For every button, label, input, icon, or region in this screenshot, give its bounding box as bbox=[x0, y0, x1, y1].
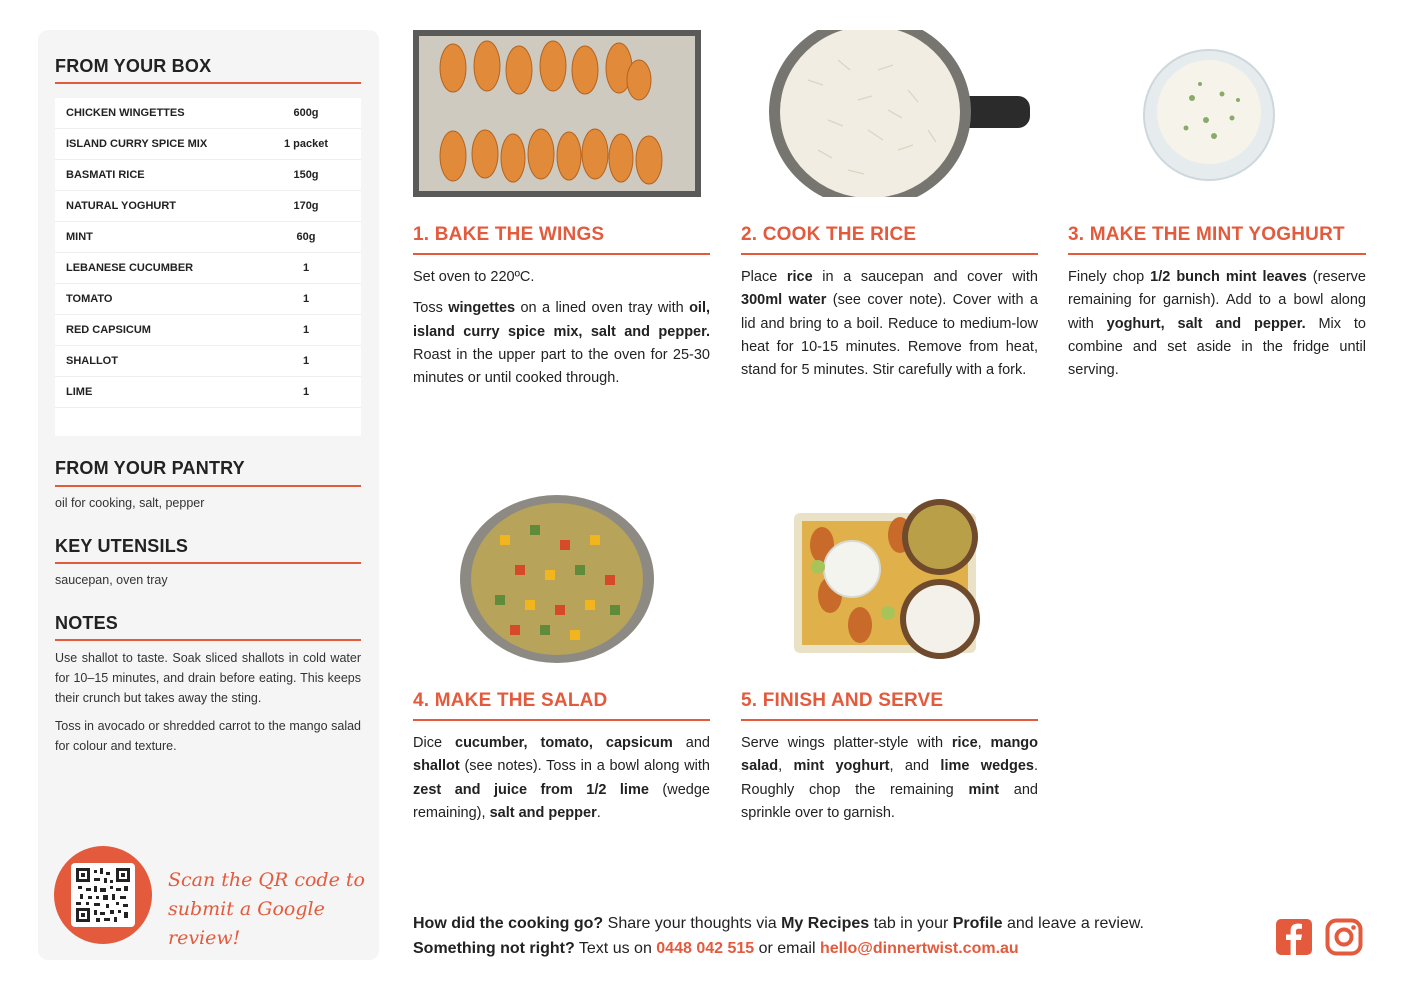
step-1-paragraph-2: Toss wingettes on a lined oven tray with oil, island curry spice mix, salt and pepper. Roast in the upper part to the oven for 25-30 minutes or until cooked through. bbox=[413, 300, 711, 387]
from-your-pantry-title: FROM YOUR PANTRY bbox=[55, 458, 245, 478]
step-2-paragraph: Place rice in a saucepan and cover with 300ml water (see cover note). Cover with a lid and bring to a boil. Reduce to medium-low heat for 10-15 minutes. Remove from heat, stand for 5 minutes. Stir carefully with a fork. bbox=[741, 269, 1039, 379]
divider bbox=[55, 485, 361, 487]
step-1-title: 1. BAKE THE WINGS bbox=[413, 224, 605, 245]
divider bbox=[55, 639, 361, 641]
ingredient-qty: 60g bbox=[296, 231, 316, 243]
ingredient-qty: 600g bbox=[293, 107, 319, 119]
utensils-text: saucepan, oven tray bbox=[55, 573, 168, 587]
phone-link[interactable]: 0448 042 515 bbox=[656, 940, 755, 957]
step-1-text bbox=[413, 266, 710, 398]
notes-title: NOTES bbox=[55, 613, 119, 633]
table-row bbox=[55, 222, 361, 253]
step-2-text bbox=[741, 266, 1038, 390]
divider bbox=[413, 253, 710, 255]
finish-serve-photo bbox=[790, 495, 982, 663]
step-3-paragraph: Finely chop 1/2 bunch mint leaves (reserve remaining for garnish). Add to a bowl along with yoghurt, salt and pepper. Mix to combine and set aside in the fridge until serving. bbox=[1068, 269, 1366, 379]
bake-wings-photo bbox=[413, 30, 701, 197]
instagram-icon[interactable] bbox=[1325, 918, 1363, 956]
footer-line-1: How did the cooking go? Share your thoughts via My Recipes tab in your Profile and leave a review. bbox=[413, 915, 1144, 932]
ingredient-qty: 1 bbox=[302, 324, 310, 336]
table-row bbox=[55, 129, 361, 160]
ingredient-name: NATURAL YOGHURT bbox=[66, 200, 176, 212]
step-2-title: 2. COOK THE RICE bbox=[741, 224, 917, 245]
divider bbox=[55, 82, 361, 84]
notes-paragraph-1: Use shallot to taste. Soak sliced shallots in cold water for 10–15 minutes, and drain before eating. This keeps their crunch but takes away the sting. bbox=[55, 651, 361, 705]
qr-caption bbox=[168, 866, 368, 953]
ingredient-name: MINT bbox=[66, 231, 93, 243]
step-5-text bbox=[741, 732, 1038, 833]
divider bbox=[741, 719, 1038, 721]
table-row bbox=[55, 160, 361, 191]
ingredient-name: CHICKEN WINGETTES bbox=[66, 107, 185, 119]
ingredient-qty: 1 bbox=[302, 386, 310, 398]
ingredient-name: ISLAND CURRY SPICE MIX bbox=[66, 138, 208, 150]
key-utensils-title: KEY UTENSILS bbox=[55, 536, 189, 556]
ingredient-qty: 1 bbox=[302, 355, 310, 367]
table-row bbox=[55, 191, 361, 222]
table-row bbox=[55, 98, 361, 129]
ingredient-qty: 170g bbox=[293, 200, 319, 212]
pantry-text: oil for cooking, salt, pepper bbox=[55, 496, 205, 510]
step-4-title: 4. MAKE THE SALAD bbox=[413, 690, 608, 711]
step-4-paragraph: Dice cucumber, tomato, capsicum and shallot (see notes). Toss in a bowl along with zest and juice from 1/2 lime (wedge remaining), salt and pepper. bbox=[413, 735, 710, 821]
step-3-text bbox=[1068, 266, 1366, 390]
ingredient-qty: 150g bbox=[293, 169, 319, 181]
footer-feedback bbox=[413, 911, 1253, 961]
email-link[interactable]: hello@dinnertwist.com.au bbox=[819, 940, 1019, 957]
salad-photo bbox=[460, 495, 655, 663]
qr-caption-line-1: Scan the QR code to bbox=[168, 869, 365, 891]
step-3-title: 3. MAKE THE MINT YOGHURT bbox=[1068, 224, 1345, 245]
ingredient-name: SHALLOT bbox=[66, 355, 118, 367]
table-row bbox=[55, 284, 361, 315]
ingredient-qty: 1 packet bbox=[283, 138, 329, 150]
mint-yoghurt-photo bbox=[1142, 48, 1276, 182]
qr-code-icon[interactable] bbox=[71, 863, 135, 927]
divider bbox=[55, 562, 361, 564]
ingredient-qty: 1 bbox=[302, 262, 310, 274]
step-4-text bbox=[413, 732, 710, 833]
ingredient-name: LIME bbox=[66, 386, 93, 398]
ingredient-name: BASMATI RICE bbox=[66, 169, 145, 181]
qr-caption-line-2: submit a Google review! bbox=[168, 898, 325, 949]
sidebar bbox=[38, 30, 379, 960]
ingredient-name: LEBANESE CUCUMBER bbox=[66, 262, 194, 274]
cook-rice-photo bbox=[768, 30, 1030, 197]
notes-paragraph-2: Toss in avocado or shredded carrot to the mango salad for colour and texture. bbox=[55, 719, 361, 753]
table-row bbox=[55, 346, 361, 377]
step-5-title: 5. FINISH AND SERVE bbox=[741, 690, 944, 711]
from-your-box-title: FROM YOUR BOX bbox=[55, 56, 212, 76]
footer-line-2: Something not right? Text us on 0448 042 515 or email hello@dinnertwist.com.au bbox=[413, 940, 1019, 957]
divider bbox=[1068, 253, 1366, 255]
facebook-icon[interactable] bbox=[1275, 918, 1313, 956]
step-5-paragraph: Serve wings platter-style with rice, mango salad, mint yoghurt, and lime wedges. Roughly chop the remaining mint and sprinkle over to garnish. bbox=[741, 735, 1039, 821]
ingredient-name: RED CAPSICUM bbox=[66, 324, 151, 336]
ingredients-table bbox=[55, 98, 361, 436]
qr-badge bbox=[54, 846, 152, 944]
ingredient-name: TOMATO bbox=[66, 293, 113, 305]
table-row bbox=[55, 377, 361, 408]
step-1-paragraph-1: Set oven to 220ºC. bbox=[413, 269, 535, 285]
divider bbox=[741, 253, 1038, 255]
table-row bbox=[55, 315, 361, 346]
ingredient-qty: 1 bbox=[302, 293, 310, 305]
table-row bbox=[55, 253, 361, 284]
divider bbox=[413, 719, 710, 721]
